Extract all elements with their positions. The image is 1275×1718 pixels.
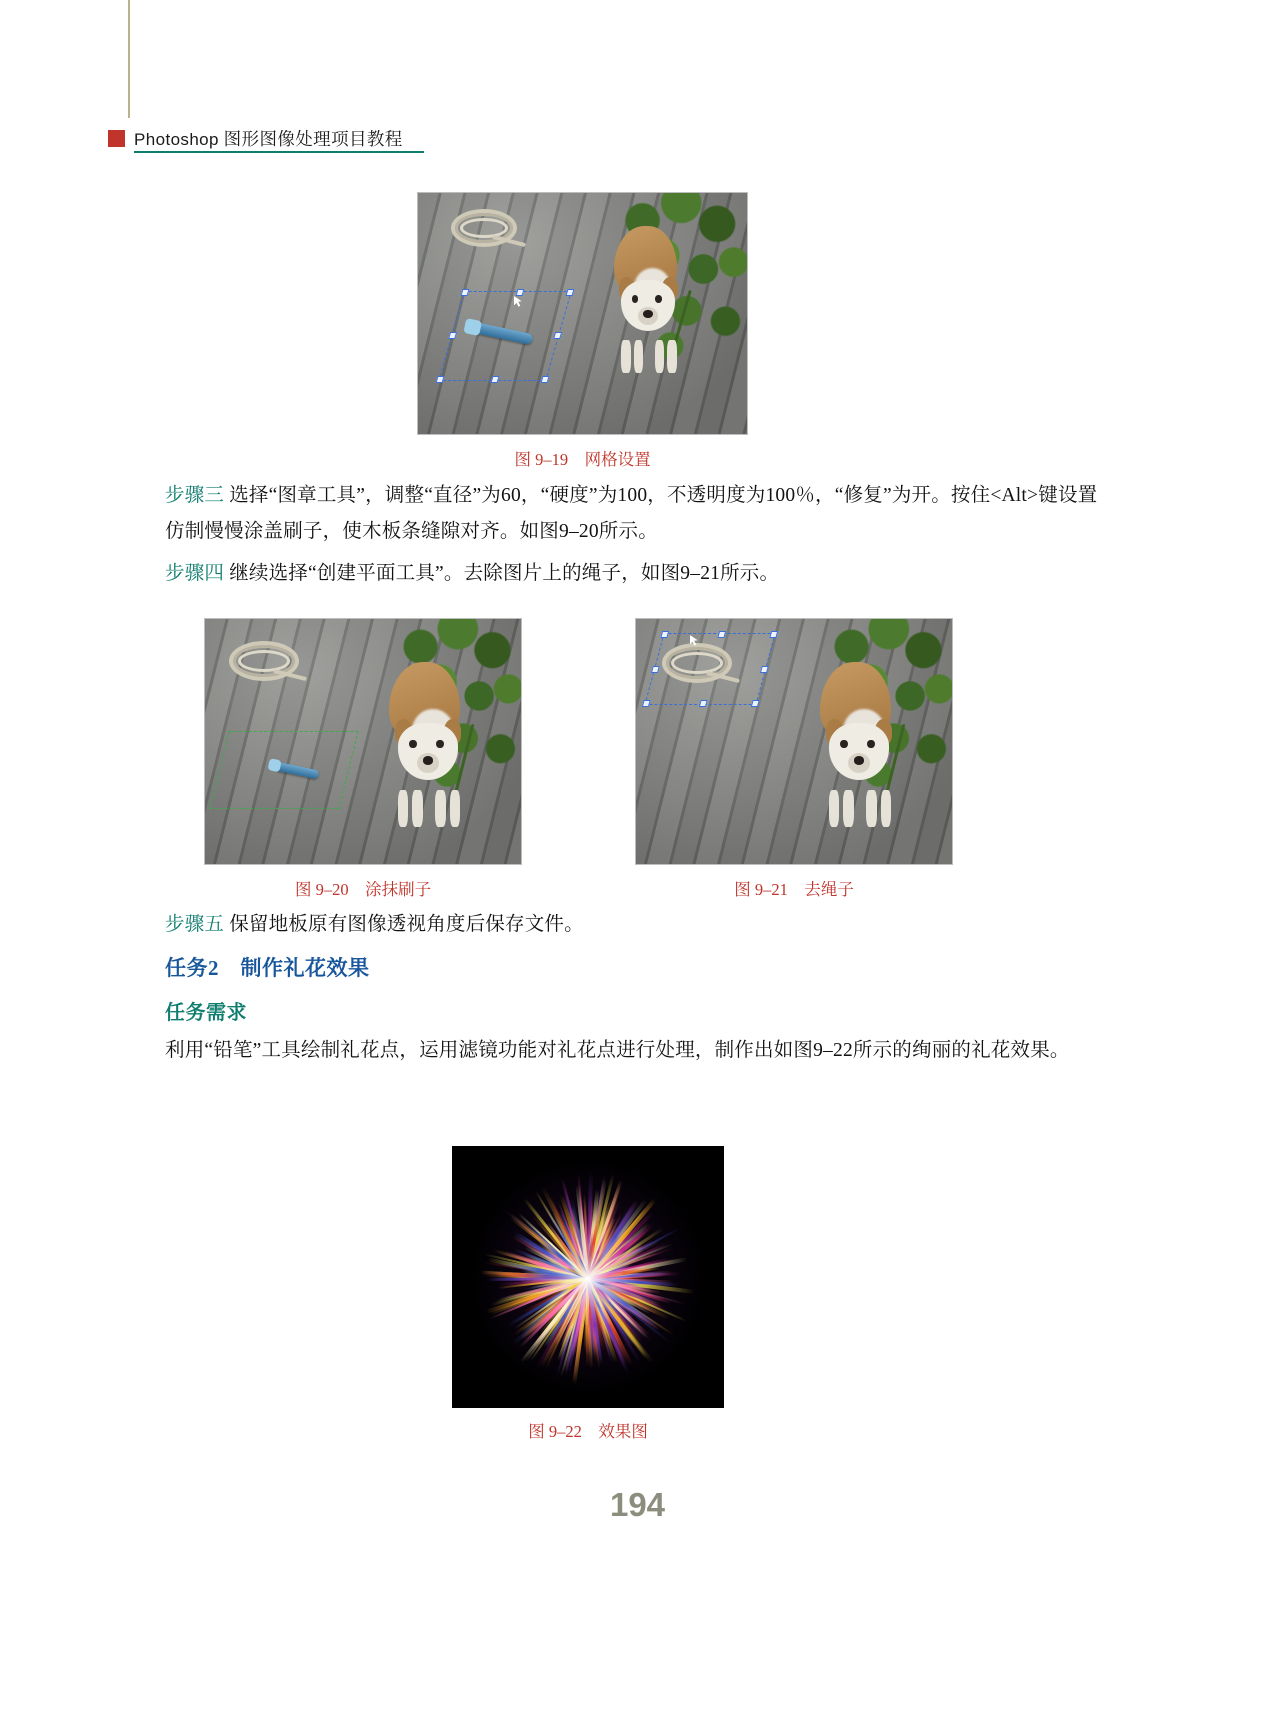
dog-leg [881,790,891,827]
task2-heading: 任务2 制作礼花效果 [165,956,370,980]
dog-nose [854,756,864,764]
paragraph-step-3 [165,478,1110,550]
dog-leg [398,790,408,827]
dog-eye-left [409,740,416,748]
step-4-label: 步骤四 [165,563,225,584]
dog-nose [423,756,433,764]
dog-eye-right [436,740,443,748]
dog-leg [843,790,853,827]
dog-leg [435,790,445,827]
step-5-text: 保留地板原有图像透视角度后保存文件。 [229,914,584,935]
dog-leg [634,340,643,373]
dog-leg [450,790,460,827]
selection-handle [460,289,469,296]
selection-handle [660,631,669,638]
figure-9-22 [452,1146,724,1408]
smudge-area-selection [209,731,358,809]
header-title-cn: 图形图像处理项目教程 [223,129,403,149]
header-title [134,126,403,151]
step-3-text: 选择“图章工具”，调整“直径”为60，“硬度”为100，不透明度为100％，“修复”为开。按住<Alt>键设置仿制慢慢涂盖刷子，使木板条缝隙对齐。如图9–20所示。 [165,485,1098,542]
dog-leg [829,790,839,827]
header-title-latin: Photoshop [134,130,219,149]
rope-removal-selection [644,633,775,705]
paragraph-task2-requirement: 利用“铅笔”工具绘制礼花点，运用滤镜功能对礼花点进行处理，制作出如图9–22所示的绚丽的礼花效果。 [165,1040,1070,1061]
dog-eye-right [867,740,874,748]
dog-leg [655,340,664,373]
rope-coil-inner [238,650,290,672]
step-3-label: 步骤三 [165,485,225,506]
figure-9-21 [635,618,953,865]
figure-9-20-caption: 图 9–20 涂抹刷子 [294,880,432,899]
paragraph-step-4 [165,556,1110,592]
page-number: 194 [609,1486,666,1523]
dog-subject [377,659,481,827]
figure-9-19-caption: 图 9–19 网格设置 [514,450,651,469]
dog-eye-left [840,740,847,748]
dog-eye-left [632,295,638,303]
dog-subject [808,659,912,827]
dog-leg [667,340,676,373]
dog-subject [603,223,695,373]
dog-leg [866,790,876,827]
running-head [108,126,403,151]
step-5-label: 步骤五 [165,914,225,935]
selection-handle [448,332,457,339]
paragraph-step-5 [165,907,1110,943]
selection-handle [717,631,726,638]
figure-9-20 [204,618,522,865]
task2-requirement-heading: 任务需求 [165,1002,247,1024]
figure-9-19 [417,192,748,435]
figure-9-21-caption: 图 9–21 去绳子 [734,880,854,899]
page-edge-rule [128,0,130,118]
rope-coil-inner [460,218,508,238]
dog-leg [621,340,630,373]
dog-eye-right [655,295,661,303]
figure-9-22-caption: 图 9–22 效果图 [528,1422,648,1441]
header-marker-square [108,130,125,147]
step-4-text: 继续选择“创建平面工具”。去除图片上的绳子，如图9–21所示。 [229,563,780,584]
dog-leg [412,790,422,827]
dog-nose [643,310,652,318]
selection-handle [515,289,524,296]
selection-handle [651,666,660,673]
header-underline [134,151,424,153]
